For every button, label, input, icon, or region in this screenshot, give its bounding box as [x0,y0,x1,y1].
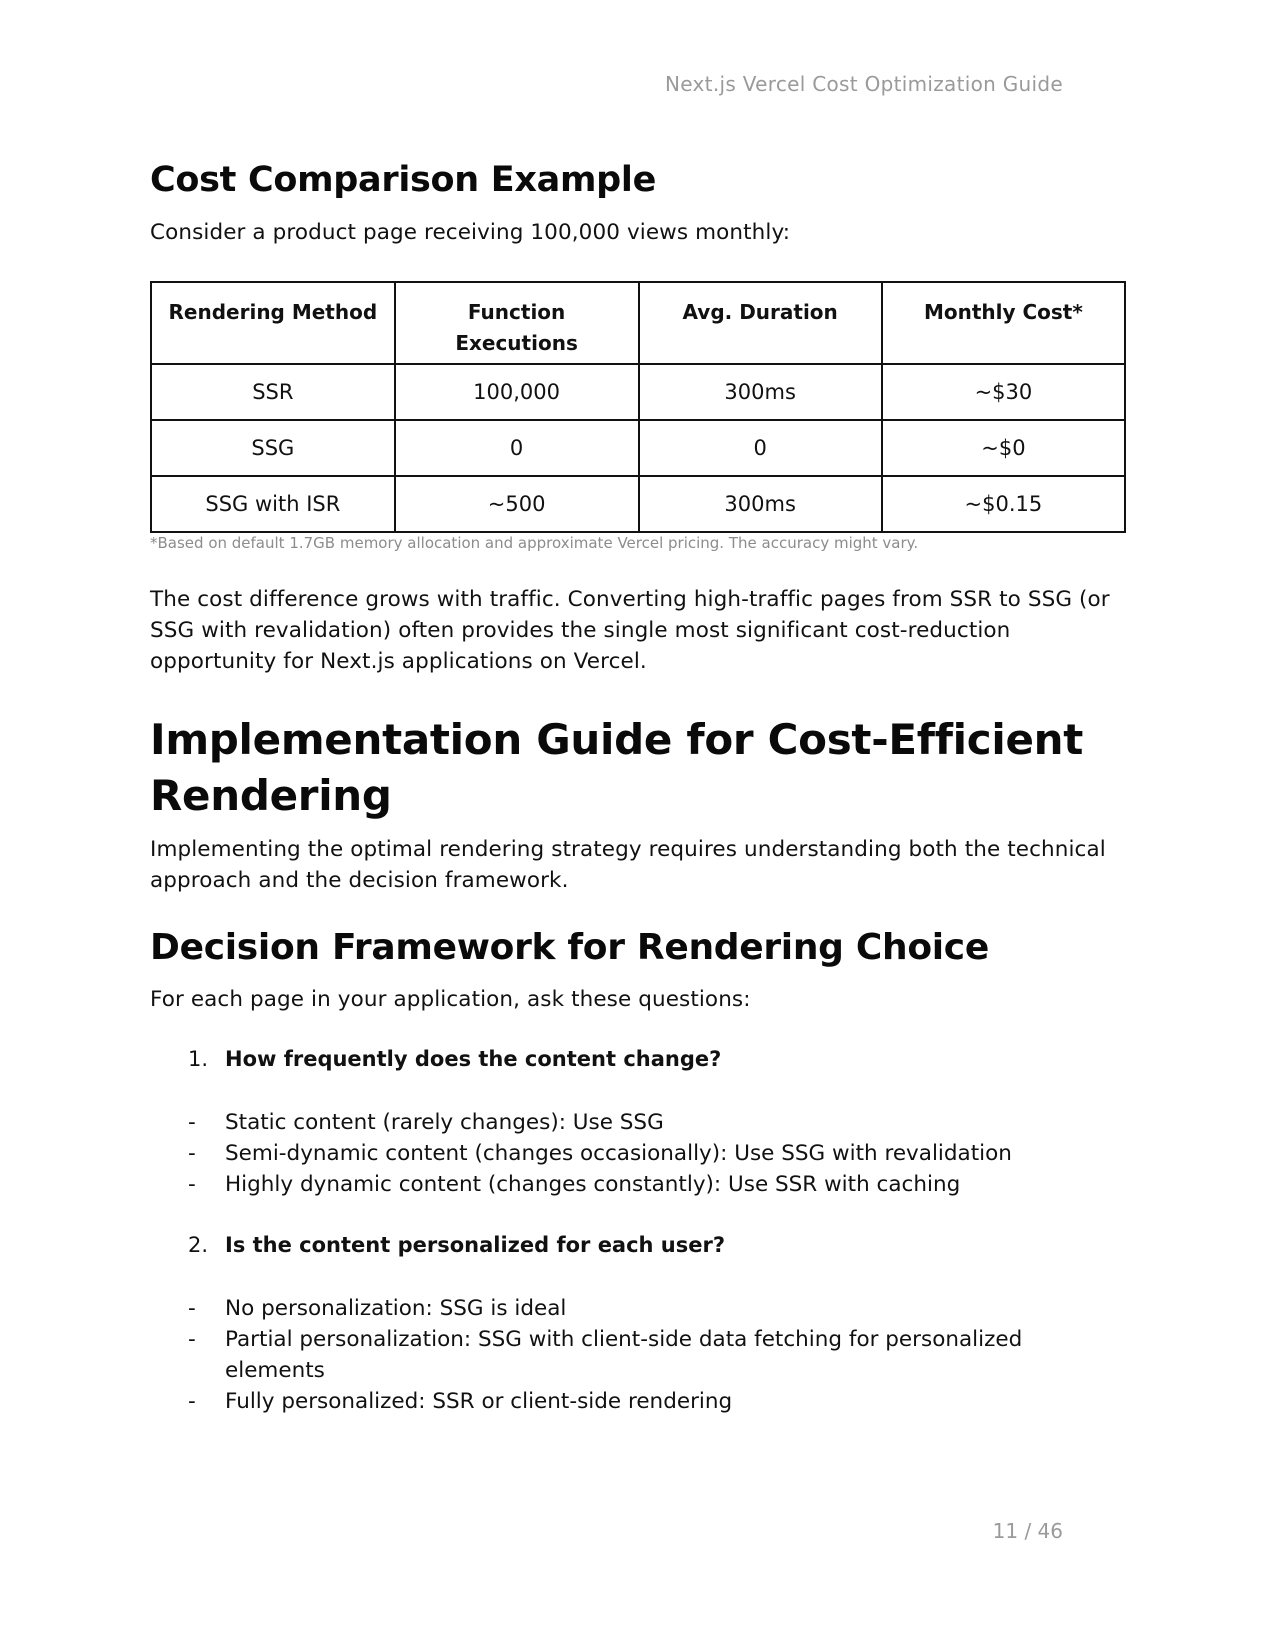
table-cell: 300ms [639,364,882,420]
column-header-avg-duration: Avg. Duration [639,282,882,364]
list-item: - Semi-dynamic content (changes occasionally): Use SSG with revalidation [188,1138,1088,1169]
table-cell: SSG [151,420,395,476]
table-cell: ~$0.15 [882,476,1125,532]
page-number: 11 / 46 [992,1519,1063,1543]
table-header-row [151,282,1125,364]
list-item: - No personalization: SSG is ideal [188,1293,1088,1324]
dash-bullet: - [188,1141,196,1166]
cost-comparison-table [150,281,1126,533]
dash-bullet: - [188,1296,196,1321]
table-cell: 300ms [639,476,882,532]
question-number: 2. [188,1233,209,1257]
list-item: - Highly dynamic content (changes constantly): Use SSR with caching [188,1169,1088,1200]
column-header-monthly-cost: Monthly Cost* [882,282,1125,364]
column-header-function-executions: Function Executions [395,282,639,364]
cost-difference-paragraph: The cost difference grows with traffic. Converting high-traffic pages from SSR to SSG (or SSG with revalidation) often provides the single most significant cost-reduction opportunity for Next.js applications on Vercel. [150,587,1110,674]
question-2 [188,1233,725,1257]
table-cell: 100,000 [395,364,639,420]
question-text: Is the content personalized for each user? [225,1233,726,1257]
decision-intro-paragraph: For each page in your application, ask these questions: [150,987,751,1012]
table-cell: ~500 [395,476,639,532]
table-cell: SSG with ISR [151,476,395,532]
question-text: How frequently does the content change? [225,1047,722,1071]
column-header-rendering-method: Rendering Method [151,282,395,364]
table-cell: SSR [151,364,395,420]
table-cell: ~$30 [882,364,1125,420]
section-heading-implementation-guide: Implementation Guide for Cost-Efficient Rendering [150,715,1084,820]
cost-intro-paragraph: Consider a product page receiving 100,000 views monthly: [150,220,791,245]
table-row [151,364,1125,420]
implementation-paragraph: Implementing the optimal rendering strategy requires understanding both the technical approach and the decision framework. [150,837,1106,893]
question-1 [188,1047,721,1071]
dash-bullet: - [188,1327,196,1352]
question-number: 1. [188,1047,209,1071]
list-item: - Partial personalization: SSG with client-side data fetching for personalized elements [188,1324,1088,1386]
list-item: - Static content (rarely changes): Use SSG [188,1107,1088,1138]
table-cell: 0 [395,420,639,476]
running-header: Next.js Vercel Cost Optimization Guide [665,72,1063,96]
question-2-options [188,1293,1088,1417]
table-footnote: *Based on default 1.7GB memory allocation and approximate Vercel pricing. The accuracy might vary. [150,534,919,552]
dash-bullet: - [188,1172,196,1197]
section-heading-decision-framework: Decision Framework for Rendering Choice [150,927,989,968]
table-row [151,420,1125,476]
dash-bullet: - [188,1389,196,1414]
table-cell: 0 [639,420,882,476]
section-heading-cost-comparison: Cost Comparison Example [150,160,657,200]
question-1-options [188,1107,1088,1200]
list-item: - Fully personalized: SSR or client-side rendering [188,1386,1088,1417]
table-cell: ~$0 [882,420,1125,476]
dash-bullet: - [188,1110,196,1135]
table-row [151,476,1125,532]
